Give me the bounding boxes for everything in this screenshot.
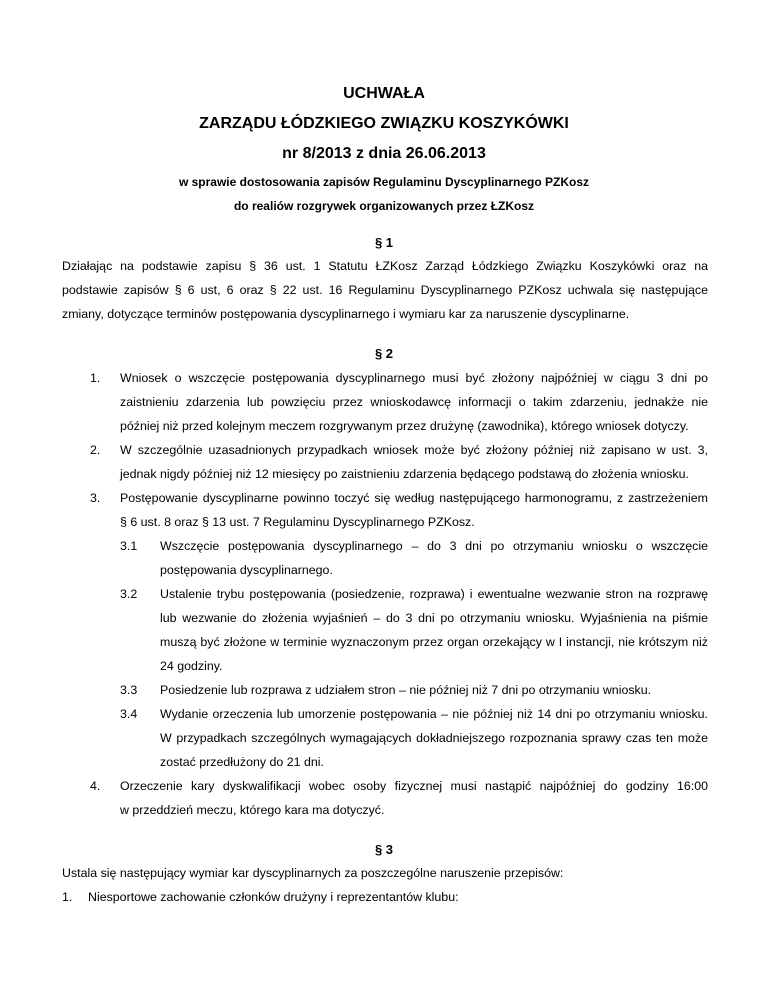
subitem-line: muszą być złożone w terminie wyznaczonym przez organ orzekający w I instancji, nie krótszym niż <box>160 635 708 649</box>
item-line: w przeddzień meczu, którego kara ma dotyczyć. <box>120 803 385 817</box>
subitem-line: lub wezwanie do złożenia wyjaśnień – do 3 dni po otrzymaniu wniosku. Wyjaśnienia na piśmie <box>160 611 708 625</box>
subitem-line: Ustalenie trybu postępowania (posiedzenie, rozprawa) i ewentualne wezwanie stron na rozprawę <box>160 587 708 601</box>
subitem-line: Posiedzenie lub rozprawa z udziałem stron – nie później niż 7 dni po otrzymaniu wniosku. <box>160 683 652 697</box>
subitem-line: 24 godziny. <box>160 659 223 673</box>
subitem-number: 3.4 <box>120 707 138 721</box>
subject-line-2: do realiów rozgrywek organizowanych przez ŁZKosz <box>233 199 535 213</box>
item-line: § 6 ust. 8 oraz § 13 ust. 7 Regulaminu Dyscyplinarnego PZKosz. <box>120 515 475 529</box>
section-3-intro: Ustala się następujący wymiar kar dyscyplinarnych za poszczególne naruszenie przepisów: <box>62 866 564 880</box>
subitem-number: 3.3 <box>120 683 138 697</box>
item-line: później niż przed kolejnym meczem rozgrywanym przez drużynę (zawodnika), którego wniosek dotyczy. <box>120 419 689 433</box>
document-title: UCHWAŁA <box>343 85 425 102</box>
subitem-line: Wydanie orzeczenia lub umorzenie postępowania – nie później niż 14 dni po otrzymaniu wniosku. <box>160 707 708 721</box>
item-number: 1. <box>62 890 73 904</box>
subject-line-1: w sprawie dostosowania zapisów Regulaminu Dyscyplinarnego PZKosz <box>178 175 590 189</box>
item-line: jednak nigdy później niż 12 miesięcy po zaistnieniu zdarzenia będącego podstawą do złożenia wniosku. <box>120 467 689 481</box>
section-3-heading: § 3 <box>374 842 394 857</box>
item-line: zaistnieniu zdarzenia lub powzięciu przez wnioskodawcę informacji o takim zdarzeniu, jednakże nie <box>120 395 708 409</box>
item-number: 4. <box>90 779 101 793</box>
section-3-item: Niesportowe zachowanie członków drużyny i reprezentantów klubu: <box>88 890 459 904</box>
item-number: 2. <box>90 443 101 457</box>
item-line: Orzeczenie kary dyskwalifikacji wobec osoby fizycznej musi nastąpić najpóźniej do godziny 16:00 <box>120 779 708 793</box>
section-1-heading: § 1 <box>374 235 394 250</box>
item-line: Postępowanie dyscyplinarne powinno toczyć się według następującego harmonogramu, z zastrzeżeniem <box>120 491 708 505</box>
subitem-number: 3.2 <box>120 587 138 601</box>
subitem-line: zostać przedłużony do 21 dni. <box>160 755 324 769</box>
item-number: 1. <box>90 371 101 385</box>
subitem-line: postępowania dyscyplinarnego. <box>160 563 333 577</box>
item-number: 3. <box>90 491 101 505</box>
section-2-heading: § 2 <box>374 346 394 361</box>
subitem-line: W przypadkach szczególnych wymagających dokładniejszego rozpoznania sprawy czas ten może <box>160 731 708 745</box>
organization-name: ZARZĄDU ŁÓDZKIEGO ZWIĄZKU KOSZYKÓWKI <box>199 115 569 132</box>
item-line: W szczególnie uzasadnionych przypadkach wniosek może być złożony później niż zapisano w ust. 3, <box>120 443 708 457</box>
subitem-number: 3.1 <box>120 539 138 553</box>
item-line: Wniosek o wszczęcie postępowania dyscyplinarnego musi być złożony najpóźniej w ciągu 3 dni po <box>120 371 708 385</box>
section-1-line: zmiany, dotyczące terminów postępowania dyscyplinarnego i wymiaru kar za naruszenie dyscyplinarne. <box>62 307 630 321</box>
subitem-line: Wszczęcie postępowania dyscyplinarnego – do 3 dni po otrzymaniu wniosku o wszczęcie <box>160 539 708 553</box>
section-1-line: Działając na podstawie zapisu § 36 ust. 1 Statutu ŁZKosz Zarząd Łódzkiego Związku Koszykówki oraz na <box>62 259 708 273</box>
resolution-number: nr 8/2013 z dnia 26.06.2013 <box>282 145 486 162</box>
section-1-line: podstawie zapisów § 6 ust, 6 oraz § 22 ust. 16 Regulaminu Dyscyplinarnego PZKosz uchwala się następujące <box>62 283 708 297</box>
